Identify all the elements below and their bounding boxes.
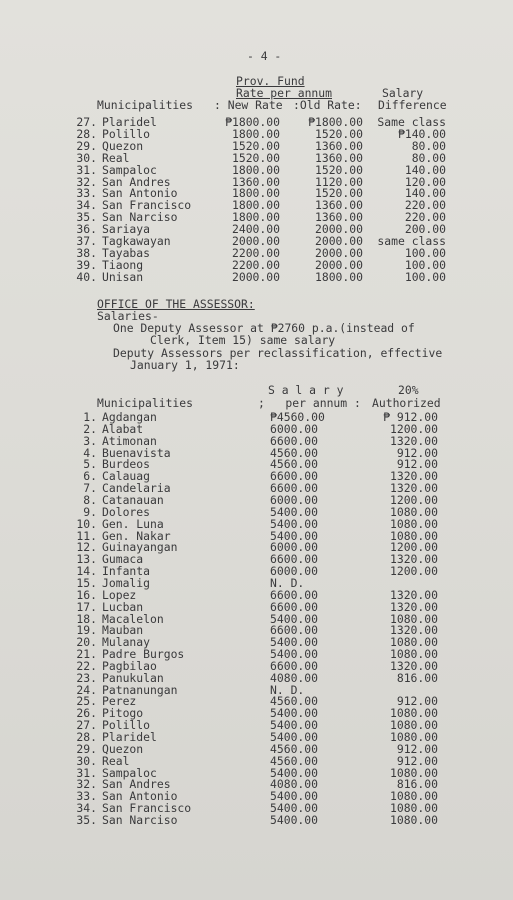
authorized-cell: 1080.00 — [389, 516, 438, 531]
authorized-cell: 1320.00 — [389, 599, 438, 614]
row-number: 31. — [76, 162, 97, 177]
row-number: 9. — [83, 504, 97, 519]
salary-cell: 5400.00 — [270, 801, 319, 815]
row-number: 10. — [76, 516, 97, 531]
salary-cell: 4560.00 — [270, 445, 319, 460]
row-number: 30. — [76, 150, 97, 165]
row-number: 7. — [83, 481, 97, 496]
new-rate-cell: 2000.00 — [231, 234, 280, 248]
old-rate-cell: 2000.00 — [314, 245, 363, 260]
row-number: 29. — [76, 741, 97, 756]
new-rate-cell: 2000.00 — [231, 269, 280, 284]
authorized-cell: 1080.00 — [389, 504, 438, 519]
table-row — [0, 753, 513, 768]
row-number: 31. — [76, 765, 97, 780]
authorized-cell: 1080.00 — [389, 647, 438, 661]
authorized-cell: 1200.00 — [389, 421, 438, 436]
table1-header-municipalities: Municipalities — [97, 98, 194, 112]
table1-header-rate-per-annum: Rate per annum — [236, 86, 333, 100]
salary-cell: 5400.00 — [270, 765, 319, 780]
salary-cell: 4560.00 — [270, 753, 319, 768]
salary-cell: 5400.00 — [270, 789, 319, 804]
salary-cell: 6600.00 — [270, 623, 319, 638]
new-rate-cell: ₱1800.00 — [225, 115, 280, 129]
municipality-name: Gumaca — [102, 552, 144, 567]
row-number: 37. — [76, 234, 97, 248]
municipality-name: Sampaloc — [102, 162, 157, 177]
municipality-name: Buenavista — [102, 445, 171, 460]
old-rate-cell: 1520.00 — [314, 126, 363, 141]
table2-header-per-annum: ; per annum : — [258, 396, 361, 410]
difference-cell: 220.00 — [404, 198, 446, 213]
row-number: 17. — [76, 599, 97, 614]
row-number: 24. — [76, 682, 97, 697]
assessor-heading: OFFICE OF THE ASSESSOR: — [97, 297, 255, 311]
row-number: 13. — [76, 552, 97, 567]
authorized-cell: 1080.00 — [389, 730, 438, 744]
municipality-name: Alabat — [102, 421, 144, 436]
difference-cell: 100.00 — [404, 257, 446, 272]
row-number: 2. — [83, 421, 97, 436]
municipality-name: Mauban — [102, 623, 144, 638]
table2-header-percent: 20% — [398, 383, 419, 397]
municipality-name: Plaridel — [102, 730, 157, 744]
difference-cell: 220.00 — [404, 210, 446, 225]
municipality-name: Lopez — [102, 587, 137, 602]
row-number: 40. — [76, 269, 97, 284]
difference-cell: 80.00 — [411, 150, 446, 165]
municipality-name: Mulanay — [102, 635, 151, 650]
row-number: 33. — [76, 186, 97, 201]
salary-cell: 4560.00 — [270, 457, 319, 472]
row-number: 12. — [76, 540, 97, 555]
difference-cell: same class — [377, 234, 446, 248]
authorized-cell: 1080.00 — [389, 635, 438, 650]
row-number: 18. — [76, 611, 97, 626]
municipality-name: Panukulan — [102, 670, 164, 685]
municipality-name: Pitogo — [102, 706, 144, 721]
salary-cell: 6000.00 — [270, 421, 319, 436]
new-rate-cell: 1360.00 — [231, 174, 280, 189]
municipality-name: Agdangan — [102, 410, 157, 424]
municipality-name: Polillo — [102, 126, 151, 141]
authorized-cell: 1320.00 — [389, 552, 438, 567]
assessor-salaries-label: Salaries- — [97, 309, 159, 323]
authorized-cell: 912.00 — [396, 741, 438, 756]
municipality-name: Plaridel — [102, 115, 157, 129]
row-number: 22. — [76, 658, 97, 673]
municipality-name: Padre Burgos — [102, 647, 185, 661]
old-rate-cell: ₱1800.00 — [308, 115, 363, 129]
authorized-cell: 1200.00 — [389, 492, 438, 507]
municipality-name: Quezon — [102, 138, 144, 153]
old-rate-cell: 1360.00 — [314, 210, 363, 225]
difference-cell: 100.00 — [404, 269, 446, 284]
municipality-name: Dolores — [102, 504, 151, 519]
row-number: 39. — [76, 257, 97, 272]
salary-cell: 5400.00 — [270, 647, 319, 661]
municipality-name: Polillo — [102, 718, 151, 733]
municipality-name: Tayabas — [102, 245, 151, 260]
assessor-paragraph2-line2: January 1, 1971: — [130, 358, 240, 372]
authorized-cell: 1080.00 — [389, 718, 438, 733]
municipality-name: Perez — [102, 694, 137, 709]
table-row — [0, 162, 513, 177]
assessor-paragraph1-line2: Clerk, Item 15) same salary — [150, 333, 336, 347]
municipality-name: Jomalig — [102, 575, 151, 590]
authorized-cell: 912.00 — [396, 694, 438, 709]
authorized-cell: 1320.00 — [389, 433, 438, 448]
row-number: 15. — [76, 575, 97, 590]
authorized-cell: 912.00 — [396, 445, 438, 460]
authorized-cell: 816.00 — [396, 670, 438, 685]
row-number: 33. — [76, 789, 97, 804]
authorized-cell: 1080.00 — [389, 812, 438, 827]
salary-cell: 5400.00 — [270, 730, 319, 744]
salary-cell: N. D. — [270, 575, 305, 590]
table2-header-salary: S a l a r y — [268, 383, 344, 397]
authorized-cell: ₱ 912.00 — [383, 410, 438, 424]
row-number: 19. — [76, 623, 97, 638]
municipality-name: San Francisco — [102, 198, 192, 213]
row-number: 3. — [83, 433, 97, 448]
table1-header-new-rate: : New Rate — [214, 98, 283, 112]
salary-cell: 6600.00 — [270, 599, 319, 614]
new-rate-cell: 1800.00 — [231, 162, 280, 177]
new-rate-cell: 1800.00 — [231, 210, 280, 225]
salary-cell: 6600.00 — [270, 469, 319, 484]
difference-cell: Same class — [377, 115, 446, 129]
municipality-name: Burdeos — [102, 457, 151, 472]
difference-cell: 140.00 — [404, 186, 446, 201]
row-number: 21. — [76, 647, 97, 661]
row-number: 11. — [76, 528, 97, 543]
municipality-name: Macalelon — [102, 611, 164, 626]
municipality-name: San Antonio — [102, 789, 178, 804]
authorized-cell: 1080.00 — [389, 706, 438, 721]
table1-header-prov-fund: Prov. Fund — [236, 74, 305, 88]
row-number: 32. — [76, 777, 97, 792]
municipality-name: Atimonan — [102, 433, 157, 448]
row-number: 28. — [76, 126, 97, 141]
salary-cell: 5400.00 — [270, 611, 319, 626]
row-number: 8. — [83, 492, 97, 507]
authorized-cell: 1320.00 — [389, 587, 438, 602]
new-rate-cell: 2200.00 — [231, 245, 280, 260]
salary-cell: ₱4560.00 — [270, 410, 325, 424]
old-rate-cell: 1800.00 — [314, 269, 363, 284]
municipality-name: Pagbilao — [102, 658, 157, 673]
municipality-name: Gen. Luna — [102, 516, 164, 531]
row-number: 16. — [76, 587, 97, 602]
salary-cell: 4560.00 — [270, 741, 319, 756]
row-number: 1. — [83, 410, 97, 424]
row-number: 23. — [76, 670, 97, 685]
salary-cell: 6600.00 — [270, 552, 319, 567]
authorized-cell: 1320.00 — [389, 623, 438, 638]
row-number: 27. — [76, 718, 97, 733]
municipality-name: San Francisco — [102, 801, 192, 815]
old-rate-cell: 1360.00 — [314, 150, 363, 165]
salary-cell: N. D. — [270, 682, 305, 697]
authorized-cell: 1080.00 — [389, 765, 438, 780]
salary-cell: 5400.00 — [270, 528, 319, 543]
authorized-cell: 912.00 — [396, 457, 438, 472]
row-number: 25. — [76, 694, 97, 709]
salary-cell: 5400.00 — [270, 706, 319, 721]
new-rate-cell: 2400.00 — [231, 222, 280, 237]
salary-cell: 6000.00 — [270, 492, 319, 507]
authorized-cell: 912.00 — [396, 753, 438, 768]
row-number: 26. — [76, 706, 97, 721]
authorized-cell: 1320.00 — [389, 481, 438, 496]
salary-cell: 5400.00 — [270, 504, 319, 519]
municipality-name: Tiaong — [102, 257, 144, 272]
old-rate-cell: 2000.00 — [314, 222, 363, 237]
municipality-name: Real — [102, 753, 130, 768]
municipality-name: Catanauan — [102, 492, 164, 507]
salary-cell: 6600.00 — [270, 658, 319, 673]
new-rate-cell: 1800.00 — [231, 126, 280, 141]
authorized-cell: 1200.00 — [389, 540, 438, 555]
municipality-name: Real — [102, 150, 130, 165]
row-number: 38. — [76, 245, 97, 260]
municipality-name: Patnanungan — [102, 682, 178, 697]
table1-header-salary: Salary — [382, 86, 424, 100]
table-row — [0, 599, 513, 614]
municipality-name: San Andres — [102, 777, 171, 792]
table2-header-authorized: Authorized — [372, 396, 441, 410]
row-number: 34. — [76, 801, 97, 815]
authorized-cell: 1080.00 — [389, 611, 438, 626]
table1-header-difference: Difference — [378, 98, 447, 112]
old-rate-cell: 1120.00 — [314, 174, 363, 189]
difference-cell: 140.00 — [404, 162, 446, 177]
table-row — [0, 269, 513, 284]
old-rate-cell: 1520.00 — [314, 162, 363, 177]
difference-cell: 80.00 — [411, 138, 446, 153]
old-rate-cell: 2000.00 — [314, 257, 363, 272]
municipality-name: Gen. Nakar — [102, 528, 171, 543]
authorized-cell: 1320.00 — [389, 658, 438, 673]
new-rate-cell: 2200.00 — [231, 257, 280, 272]
salary-cell: 6000.00 — [270, 540, 319, 555]
salary-cell: 4080.00 — [270, 670, 319, 685]
authorized-cell: 1200.00 — [389, 564, 438, 578]
old-rate-cell: 1520.00 — [314, 186, 363, 201]
assessor-paragraph1-line1: One Deputy Assessor at ₱2760 p.a.(instead of — [113, 321, 415, 335]
salary-cell: 6000.00 — [270, 564, 319, 578]
row-number: 20. — [76, 635, 97, 650]
salary-cell: 6600.00 — [270, 433, 319, 448]
row-number: 35. — [76, 210, 97, 225]
municipality-name: Infanta — [102, 564, 151, 578]
municipality-name: San Narciso — [102, 210, 178, 225]
row-number: 5. — [83, 457, 97, 472]
difference-cell: 120.00 — [404, 174, 446, 189]
old-rate-cell: 2000.00 — [314, 234, 363, 248]
table2-header-municipalities: Municipalities — [97, 396, 194, 410]
municipality-name: Unisan — [102, 269, 144, 284]
table-row — [0, 812, 513, 827]
municipality-name: Sampaloc — [102, 765, 157, 780]
municipality-name: Tagkawayan — [102, 234, 171, 248]
row-number: 35. — [76, 812, 97, 827]
municipality-name: Candelaria — [102, 481, 171, 496]
new-rate-cell: 1800.00 — [231, 198, 280, 213]
authorized-cell: 1080.00 — [389, 528, 438, 543]
old-rate-cell: 1360.00 — [314, 138, 363, 153]
salary-cell: 5400.00 — [270, 635, 319, 650]
salary-cell: 5400.00 — [270, 718, 319, 733]
authorized-cell: 1080.00 — [389, 801, 438, 815]
table1-header-old-rate: :Old Rate: — [293, 98, 362, 112]
row-number: 4. — [83, 445, 97, 460]
row-number: 36. — [76, 222, 97, 237]
authorized-cell: 1320.00 — [389, 469, 438, 484]
row-number: 32. — [76, 174, 97, 189]
authorized-cell: 1080.00 — [389, 789, 438, 804]
municipality-name: Quezon — [102, 741, 144, 756]
municipality-name: Lucban — [102, 599, 144, 614]
difference-cell: 200.00 — [404, 222, 446, 237]
salary-cell: 5400.00 — [270, 812, 319, 827]
new-rate-cell: 1520.00 — [231, 138, 280, 153]
salary-cell: 5400.00 — [270, 516, 319, 531]
row-number: 29. — [76, 138, 97, 153]
row-number: 34. — [76, 198, 97, 213]
row-number: 6. — [83, 469, 97, 484]
row-number: 27. — [76, 115, 97, 129]
difference-cell: ₱140.00 — [397, 126, 446, 141]
salary-cell: 4080.00 — [270, 777, 319, 792]
municipality-name: Guinayangan — [102, 540, 178, 555]
municipality-name: San Narciso — [102, 812, 178, 827]
old-rate-cell: 1360.00 — [314, 198, 363, 213]
new-rate-cell: 1800.00 — [231, 186, 280, 201]
municipality-name: San Andres — [102, 174, 171, 189]
salary-cell: 6600.00 — [270, 587, 319, 602]
municipality-name: Sariaya — [102, 222, 151, 237]
authorized-cell: 816.00 — [396, 777, 438, 792]
table-row — [0, 516, 513, 531]
new-rate-cell: 1520.00 — [231, 150, 280, 165]
page-number: - 4 - — [247, 49, 282, 63]
salary-cell: 6600.00 — [270, 481, 319, 496]
salary-cell: 4560.00 — [270, 694, 319, 709]
row-number: 28. — [76, 730, 97, 744]
difference-cell: 100.00 — [404, 245, 446, 260]
row-number: 14. — [76, 564, 97, 578]
row-number: 30. — [76, 753, 97, 768]
assessor-paragraph2-line1: Deputy Assessors per reclassification, effective — [113, 346, 443, 360]
municipality-name: Calauag — [102, 469, 151, 484]
municipality-name: San Antonio — [102, 186, 178, 201]
